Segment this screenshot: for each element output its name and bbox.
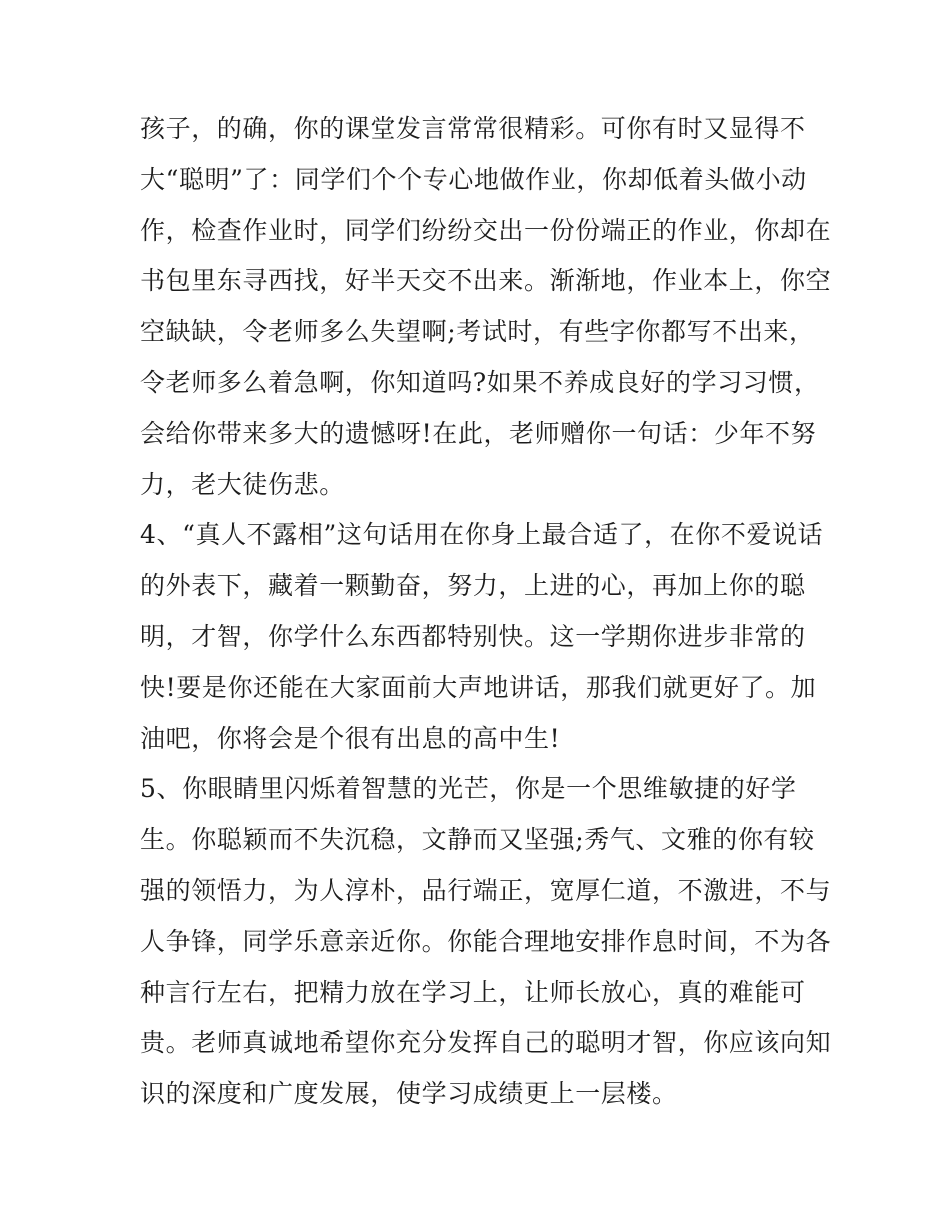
text-line: 油吧，你将会是个很有出息的高中生! (140, 723, 561, 753)
text-line: 生。你聪颖而不失沉稳，文静而又坚强;秀气、文雅的你有较 (140, 825, 815, 855)
text-line: 令老师多么着急啊，你知道吗?如果不养成良好的学习习惯， (140, 367, 820, 397)
text-line: 快!要是你还能在大家面前大声地讲话，那我们就更好了。加 (140, 672, 817, 702)
text-line: 种言行左右，把精力放在学习上，让师长放心，真的难能可 (140, 977, 806, 1007)
text-line: 力，老大徒伤悲。 (140, 469, 345, 499)
text-line: 贵。老师真诚地希望你充分发挥自己的聪明才智，你应该向知 (140, 1028, 832, 1058)
paragraph-5-start: 5、你眼睛里闪烁着智慧的光芒，你是一个思维敏捷的好学 (140, 774, 797, 804)
text-line: 作，检查作业时，同学们纷纷交出一份份端正的作业，你却在 (140, 215, 832, 245)
text-line: 大“聪明”了：同学们个个专心地做作业，你却低着头做小动 (140, 164, 807, 194)
text-line: 人争锋，同学乐意亲近你。你能合理地安排作息时间，不为各 (140, 926, 832, 956)
text-line: 识的深度和广度发展，使学习成绩更上一层楼。 (140, 1079, 678, 1109)
text-line: 孩子，的确，你的课堂发言常常很精彩。可你有时又显得不 (140, 114, 806, 143)
text-line: 书包里东寻西找，好半天交不出来。渐渐地，作业本上，你空 (140, 266, 832, 296)
document-body (140, 104, 832, 1120)
text-line: 的外表下，藏着一颗勤奋，努力，上进的心，再加上你的聪 (140, 571, 806, 601)
text-line: 会给你带来多大的遗憾呀!在此，老师赠你一句话：少年不努 (140, 418, 817, 448)
text-line: 强的领悟力，为人淳朴，品行端正，宽厚仁道，不激进，不与 (140, 875, 832, 905)
text-line: 明，才智，你学什么东西都特别快。这一学期你进步非常的 (140, 621, 806, 651)
paragraph-4-start: 4、“真人不露相”这句话用在你身上最合适了，在你不爱说话 (140, 520, 824, 550)
text-line: 空缺缺，令老师多么失望啊;考试时，有些字你都写不出来， (140, 317, 815, 347)
